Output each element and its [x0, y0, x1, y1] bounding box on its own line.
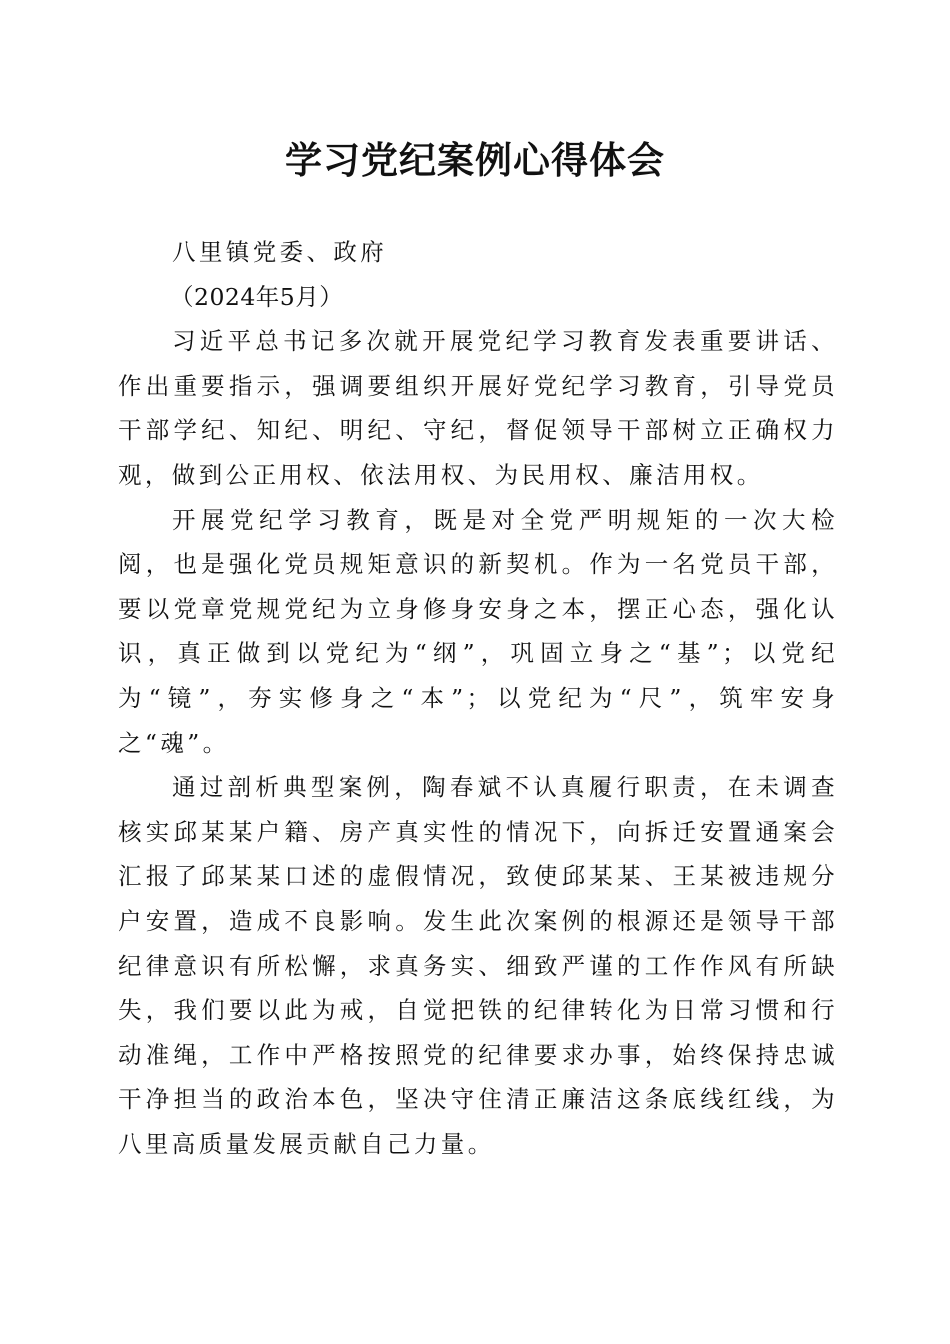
date-line: （2024年5月）: [170, 282, 344, 311]
document-title: 学习党纪案例心得体会: [285, 138, 665, 182]
paragraph-1: 习近平总书记多次就开展党纪学习教育发表重要讲话、作出重要指示，强调要组织开展好党纪学习教育，引导党员干部学纪、知纪、明纪、守纪，督促领导干部树立正确权力观，做到公正用权、依法用权、为民用权、廉洁用权。: [118, 327, 838, 489]
author-line: 八里镇党委、政府: [172, 238, 388, 266]
document-body: [118, 230, 838, 1166]
paragraph-3: 通过剖析典型案例，陶春斌不认真履行职责，在未调查核实邱某某户籍、房产真实性的情况下，向拆迁安置通案会汇报了邱某某口述的虚假情况，致使邱某某、王某被违规分户安置，造成不良影响。发生此次案例的根源还是领导干部纪律意识有所松懈，求真务实、细致严谨的工作作风有所缺失，我们要以此为戒，自觉把铁的纪律转化为日常习惯和行动准绳，工作中严格按照党的纪律要求办事，始终保持忠诚干净担当的政治本色，坚决守住清正廉洁这条底线红线，为八里高质量发展贡献自己力量。: [118, 773, 838, 1158]
paragraph-2: 开展党纪学习教育，既是对全党严明规矩的一次大检阅，也是强化党员规矩意识的新契机。作为一名党员干部，要以党章党规党纪为立身修身安身之本，摆正心态，强化认识，真正做到以党纪为“纲”，巩固立身之“基”；以党纪为“镜”，夯实修身之“本”；以党纪为“尺”，筑牢安身之“魂”。: [118, 505, 838, 757]
